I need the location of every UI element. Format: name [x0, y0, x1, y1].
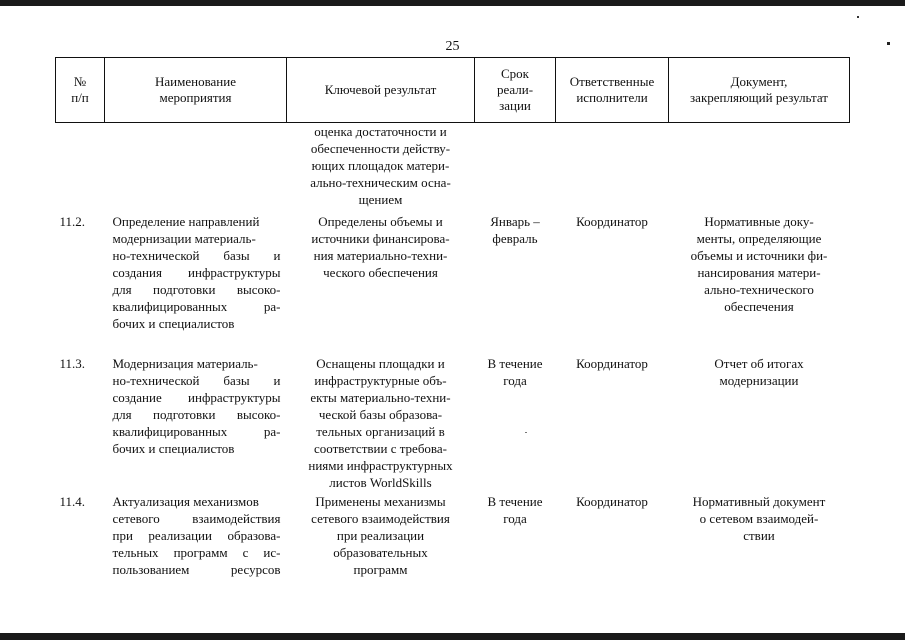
header-number: № п/п	[56, 58, 105, 123]
row-term	[475, 123, 556, 214]
header-activity-name: Наименование мероприятия	[105, 58, 287, 123]
row-key-result: Оснащены площадки и инфраструктурные объ- екты материально-техни- ческой базы образова- тельных организаций в соответствии с требова- ниями инфраструктурных листов WorldSkills	[308, 356, 453, 490]
scan-bottom-border	[0, 633, 905, 640]
row-term: В течение года	[487, 356, 543, 388]
row-responsible: Координатор	[576, 356, 648, 371]
header-document: Документ, закрепляющий результат	[669, 58, 850, 123]
row-document: Нормативный документ о сетевом взаимодей- ствии	[692, 494, 826, 543]
table-row	[56, 213, 850, 355]
row-number: 11.2.	[59, 214, 86, 229]
row-term: Январь – февраль	[490, 214, 540, 246]
row-key-result: Применены механизмы сетевого взаимодействия при реализации образовательных программ	[311, 494, 450, 577]
row-activity-name	[105, 123, 287, 214]
header-key-result: Ключевой результат	[287, 58, 475, 123]
table-row	[56, 123, 850, 214]
row-term: В течение года	[487, 494, 543, 526]
row-document: Отчет об итогах модернизации	[714, 356, 804, 388]
row-activity-name: Модернизация материаль- но-технической базы и создание инфраструктуры для подготовки высоко- квалифицированных ра- бочих и специалистов	[112, 356, 281, 456]
row-number	[56, 123, 105, 214]
header-term: Срок реали- зации	[475, 58, 556, 123]
table-row	[56, 493, 850, 578]
row-number: 11.3.	[59, 356, 86, 371]
row-activity-name: Определение направлений модернизации материаль- но-технической базы и создания инфраструктуры для подготовки высоко- квалифицированных ра- бочих и специалистов	[112, 214, 281, 331]
table-header	[56, 58, 850, 123]
row-responsible: Координатор	[576, 494, 648, 509]
scan-top-border	[0, 0, 905, 6]
row-key-result: оценка достаточности и обеспеченности действу- ющих площадок матери- ально-техническим осна- щением	[310, 124, 451, 207]
row-responsible	[556, 123, 669, 214]
row-document	[669, 123, 850, 214]
activities-table	[55, 57, 850, 578]
row-responsible: Координатор	[576, 214, 648, 229]
table-row	[56, 355, 850, 493]
row-activity-name: Актуализация механизмов сетевого взаимодействия при реализации образова- тельных программ с ис- пользованием ресурсов	[112, 494, 281, 577]
header-responsible: Ответственные исполнители	[556, 58, 669, 123]
row-document: Нормативные доку- менты, определяющие объемы и источники фи- нансирования матери- ально-технического обеспечения	[690, 214, 828, 314]
row-number: 11.4.	[59, 494, 86, 509]
page-number: 25	[445, 39, 460, 54]
row-key-result: Определены объемы и источники финансирова- ния материально-техни- ческого обеспечения	[311, 214, 450, 280]
scan-speck	[857, 16, 859, 18]
